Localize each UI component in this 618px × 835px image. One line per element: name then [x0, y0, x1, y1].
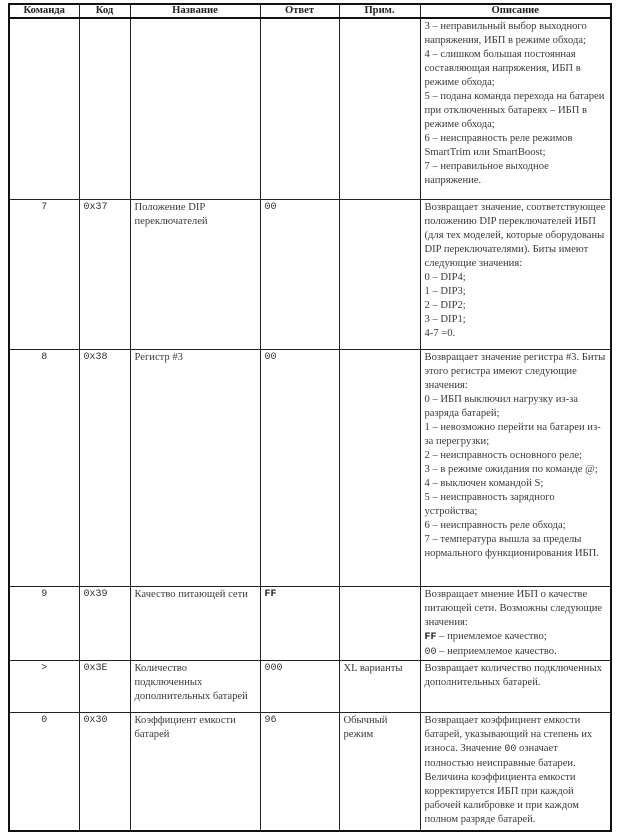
- header-note: Прим.: [339, 4, 420, 18]
- cell-name: Коэффициент емкости батарей: [130, 713, 260, 832]
- cell-description: [420, 18, 611, 200]
- description-line: 3 – неправильный выбор выходного напряжения, ИБП в режиме обхода;: [424, 21, 587, 46]
- header-description: Описание: [420, 4, 611, 18]
- cell-answer: FF: [260, 587, 339, 661]
- description-line: 7 – температура вышла за пределы нормального функционирования ИБП.: [424, 534, 599, 559]
- description-line: 4 – слишком большая постоянная составляющая напряжения, ИБП в режиме обхода;: [424, 49, 581, 88]
- cell-code: 0x39: [79, 587, 130, 661]
- cell-answer: 000: [260, 661, 339, 713]
- ups-commands-table: [8, 3, 612, 832]
- cell-name: Качество питающей сети: [130, 587, 260, 661]
- header-row: [9, 4, 611, 18]
- header-name: Название: [130, 4, 260, 18]
- cell-code: 0x37: [79, 200, 130, 350]
- description-line: 4-7 =0.: [424, 328, 456, 339]
- cell-command: >: [9, 661, 79, 713]
- value-text: – неприемлемое качество.: [436, 646, 557, 657]
- table-row: [9, 661, 611, 713]
- description-line: 2 – неисправность основного реле;: [424, 450, 582, 461]
- cell-code: 0x3E: [79, 661, 130, 713]
- table-row: [9, 18, 611, 200]
- cell-description: [420, 661, 611, 713]
- description-line: Возвращает мнение ИБП о качестве питающей сети. Возможны следующие значения:: [424, 589, 603, 628]
- description-line: 5 – подана команда перехода на батареи при отключенных батареях – ИБП в режиме обхода;: [424, 91, 605, 130]
- description-line: Возвращает значение регистра #3. Биты этого регистра имеют следующие значения:: [424, 352, 606, 391]
- cell-name: Регистр #3: [130, 350, 260, 587]
- cell-note: [339, 200, 420, 350]
- description-line: 1 – невозможно перейти на батареи из-за перегрузки;: [424, 422, 601, 447]
- cell-command: [9, 18, 79, 200]
- cell-code: 0x38: [79, 350, 130, 587]
- cell-note: [339, 350, 420, 587]
- description-line: 3 – DIP1;: [424, 314, 466, 325]
- table-row: [9, 713, 611, 832]
- table-row: [9, 350, 611, 587]
- description-line: 0 – ИБП выключил нагрузку из-за разряда батарей;: [424, 394, 578, 419]
- description-line: 0 – DIP4;: [424, 272, 466, 283]
- description-line: 5 – неисправность зарядного устройства;: [424, 492, 555, 517]
- cell-code: 0x30: [79, 713, 130, 832]
- cell-note: [339, 587, 420, 661]
- description-line: 3 – в режиме ожидания по команде @;: [424, 464, 598, 475]
- cell-note: XL варианты: [339, 661, 420, 713]
- description-line: 6 – неисправность реле режимов SmartTrim или SmartBoost;: [424, 133, 573, 158]
- cell-description: [420, 200, 611, 350]
- description-line: 4 – выключен командой S;: [424, 478, 544, 489]
- cell-command: 8: [9, 350, 79, 587]
- cell-name: Количество подключенных дополнительных батарей: [130, 661, 260, 713]
- cell-name: [130, 18, 260, 200]
- cell-name: Положение DIP переключателей: [130, 200, 260, 350]
- description-line: [425, 630, 607, 645]
- description-text: означает полностью неисправные батареи. Величина коэффициента емкости корректируется ИБП при каждой рабочей калибровке и при каждом полном разряде батарей.: [424, 743, 580, 825]
- value-text: – приемлемое качество;: [436, 631, 547, 642]
- table-row: [9, 587, 611, 661]
- cell-note: Обычный режим: [339, 713, 420, 832]
- table-row: [9, 200, 611, 350]
- header-answer: Ответ: [260, 4, 339, 18]
- cell-command: 9: [9, 587, 79, 661]
- cell-description: [420, 350, 611, 587]
- cell-answer: 00: [260, 350, 339, 587]
- cell-description: [420, 713, 611, 832]
- description-line: [425, 645, 607, 660]
- cell-code: [79, 18, 130, 200]
- description-text: Возвращает коэффициент емкости батарей, указывающий на степень их износа. Значение: [424, 715, 593, 754]
- cell-command: 7: [9, 200, 79, 350]
- header-command: Команда: [9, 4, 79, 18]
- description-line: 1 – DIP3;: [424, 286, 466, 297]
- header-code: Код: [79, 4, 130, 18]
- cell-answer: [260, 18, 339, 200]
- description-line: Возвращает значение, соответствующее положению DIP переключателей ИБП (для тех моделей, которые оборудованы DIP переключателями). Биты имеют следующие значения:: [424, 202, 606, 269]
- cell-description: [420, 587, 611, 661]
- value-code: FF: [424, 632, 437, 643]
- cell-command: 0: [9, 713, 79, 832]
- description-line: Возвращает количество подключенных дополнительных батарей.: [424, 663, 602, 688]
- description-line: 7 – неправильное выходное напряжение.: [424, 161, 549, 186]
- cell-answer: 00: [260, 200, 339, 350]
- cell-note: [339, 18, 420, 200]
- description-line: 2 – DIP2;: [424, 300, 466, 311]
- description-line: 6 – неисправность реле обхода;: [424, 520, 566, 531]
- cell-answer: 96: [260, 713, 339, 832]
- value-code: 00: [504, 744, 517, 755]
- value-code: 00: [424, 647, 437, 658]
